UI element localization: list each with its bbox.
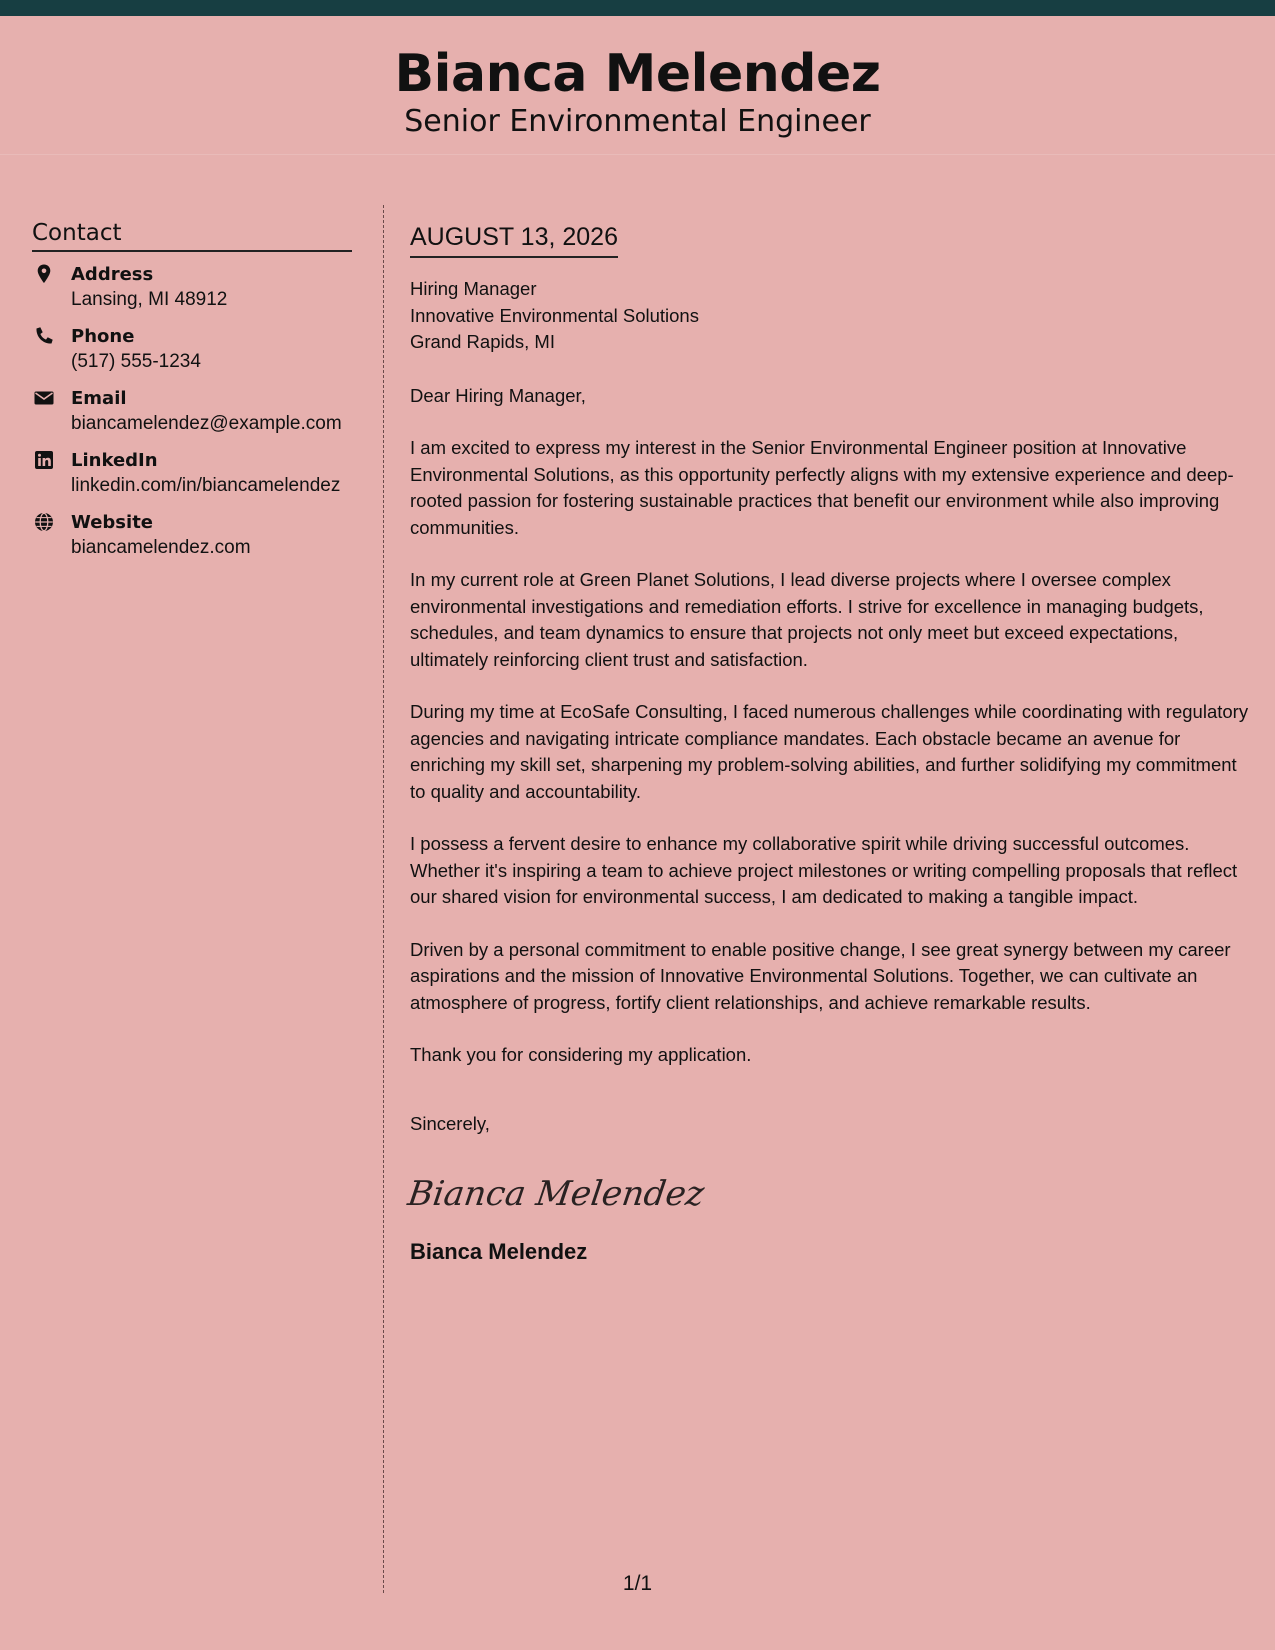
letter-paragraph: I am excited to express my interest in the Senior Environmental Engineer position at Innovative Environmental Solutions, as this opportunity perfectly aligns with my extensive experience and deep-rooted passion for fostering sustainable practices that benefit our environment while also improving communities. — [410, 437, 1234, 538]
handwritten-signature — [405, 1167, 1255, 1219]
letter-paragraph: I possess a fervent desire to enhance my collaborative spirit while driving successful outcomes. Whether it's inspiring a team to achieve project milestones or writing compelling proposals that reflect our shared vision for environmental success, I am dedicated to making a tangible impact. — [410, 833, 1238, 907]
contact-item-linkedin — [32, 448, 352, 498]
recipient-line: Grand Rapids, MI — [410, 331, 555, 352]
letter-paragraph: During my time at EcoSafe Consulting, I faced numerous challenges while coordinating with regulatory agencies and navigating intricate compliance mandates. Each obstacle became an avenue for enriching my skill set, sharpening my problem-solving abilities, and further solidifying my commitment to quality and accountability. — [410, 701, 1249, 802]
thank-you-line: Thank you for considering my application. — [410, 1044, 752, 1065]
recipient-line: Hiring Manager — [410, 278, 537, 299]
contact-value: (517) 555-1234 — [71, 351, 201, 372]
column-divider — [383, 205, 384, 1593]
envelope-icon — [33, 387, 55, 409]
contact-label: Website — [71, 512, 154, 533]
contact-label: LinkedIn — [71, 450, 158, 471]
contact-item-address — [32, 262, 352, 312]
recipient-line: Innovative Environmental Solutions — [410, 304, 699, 326]
contact-item-email — [32, 386, 352, 436]
signature-text: Bianca Melendez — [405, 1174, 707, 1214]
globe-icon — [33, 511, 55, 533]
page-number: 1/1 — [622, 1572, 653, 1595]
top-accent-bar — [0, 0, 1275, 16]
contact-value: biancamelendez.com — [71, 537, 251, 558]
contact-sidebar — [32, 218, 352, 572]
letter-paragraph: In my current role at Green Planet Solutions, I lead diverse projects where I oversee complex environmental investigations and remediation efforts. I strive for excellence in managing budgets, schedules, and team dynamics to ensure that projects not only meet but exceed expectations, ultimately reinforcing client trust and satisfaction. — [410, 569, 1204, 670]
letter-paragraph: Driven by a personal commitment to enable positive change, I see great synergy between my career aspirations and the mission of Innovative Environmental Solutions. Together, we can cultivate an atmosphere of progress, fortify client relationships, and achieve remarkable results. — [410, 938, 1231, 1013]
contact-value: biancamelendez@example.com — [71, 413, 342, 434]
recipient-block — [410, 276, 1255, 356]
page-header — [0, 16, 1275, 155]
linkedin-icon — [33, 449, 55, 471]
contact-label: Address — [71, 264, 154, 285]
phone-icon — [33, 325, 55, 347]
contact-label: Phone — [71, 326, 135, 347]
letter-date: AUGUST 13, 2026 — [410, 220, 618, 258]
closing: Sincerely, — [410, 1112, 490, 1134]
letter-body — [405, 220, 1255, 1267]
contact-value: Lansing, MI 48912 — [71, 289, 228, 310]
map-pin-icon — [33, 263, 55, 285]
salutation: Dear Hiring Manager, — [410, 384, 586, 406]
printed-name: Bianca Melendez — [410, 1239, 588, 1264]
contact-item-phone — [32, 324, 352, 374]
applicant-title: Senior Environmental Engineer — [404, 104, 871, 139]
contact-item-website — [32, 510, 352, 560]
contact-value: linkedin.com/in/biancamelendez — [71, 475, 341, 496]
contact-heading: Contact — [32, 218, 352, 252]
applicant-name: Bianca Melendez — [394, 44, 881, 104]
contact-label: Email — [71, 388, 127, 409]
